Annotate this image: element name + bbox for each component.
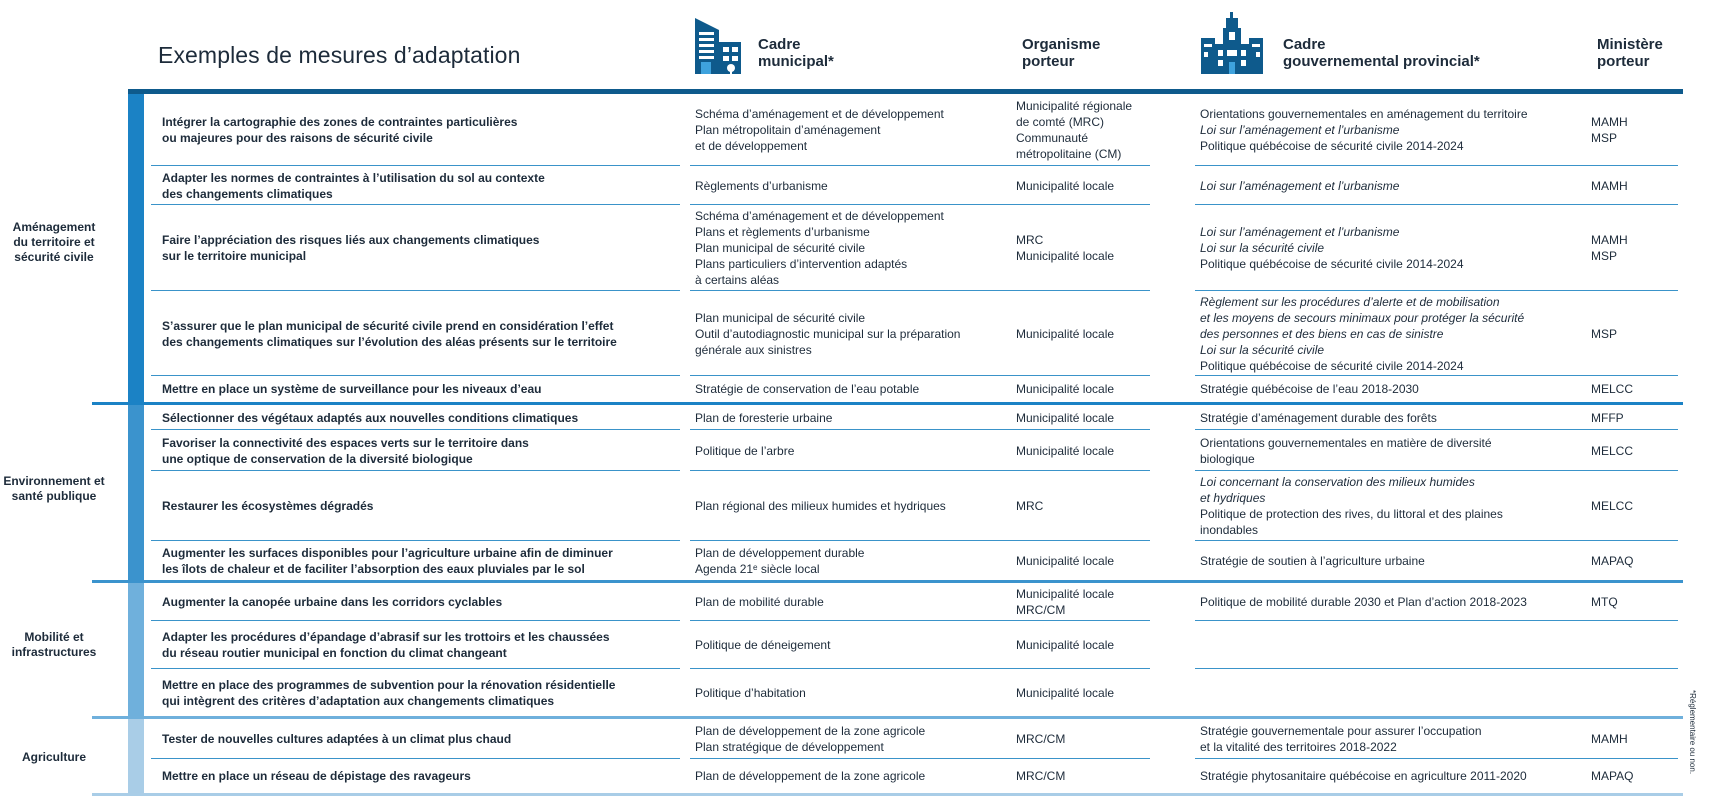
page-title: Exemples de mesures d’adaptation — [158, 42, 521, 68]
cell-organisme-porteur-line: Municipalité locale — [1016, 326, 1115, 341]
cell-cadre-municipal — [695, 669, 995, 716]
cell-cadre-provincial-line: Stratégie québécoise de l’eau 2018-2030 — [1200, 382, 1419, 396]
cell-ministere-porteur — [1591, 430, 1671, 471]
cell-ministere-porteur-line: MSP — [1591, 326, 1618, 341]
cell-cadre-municipal-line: à certains aléas — [695, 273, 780, 287]
cell-cadre-municipal — [695, 430, 995, 471]
cell-ministere-porteur-line: MELCC — [1591, 443, 1634, 458]
cell-organisme-porteur-line: MRC/CM — [1016, 732, 1066, 746]
cell-organisme-porteur — [1016, 166, 1148, 205]
cell-cadre-provincial-line: Politique québécoise de sécurité civile 2014-2024 — [1200, 257, 1464, 271]
cell-organisme-porteur-line: Municipalité locale — [1016, 443, 1115, 458]
cell-cadre-municipal — [695, 291, 995, 376]
cell-mesure-line: Tester de nouvelles cultures adaptées à un climat plus chaud — [162, 732, 512, 746]
cell-mesure-line: du réseau routier municipal en fonction du climat changeant — [162, 646, 507, 660]
cell-cadre-provincial-line: Politique québécoise de sécurité civile 2014-2024 — [1200, 358, 1464, 373]
table-row — [0, 166, 1717, 205]
cell-cadre-municipal-line: Outil d’autodiagnostic municipal sur la préparation — [695, 326, 961, 341]
cell-cadre-provincial-line: Règlement sur les procédures d’alerte et de mobilisation — [1200, 294, 1500, 309]
cell-cadre-provincial-line: Orientations gouvernementales en aménagement du territoire — [1200, 107, 1528, 121]
cell-ministere-porteur — [1591, 759, 1671, 793]
cell-mesure-line: sur le territoire municipal — [162, 249, 307, 263]
cell-cadre-provincial-line: Politique québécoise de sécurité civile 2014-2024 — [1200, 139, 1464, 153]
city-building-icon — [693, 16, 743, 76]
cell-cadre-provincial-line: et hydriques — [1200, 491, 1266, 505]
table-row — [0, 471, 1717, 541]
group-label-line: sécurité civile — [14, 250, 94, 264]
cell-cadre-municipal-line: Plan régional des milieux humides et hydriques — [695, 499, 946, 513]
cell-ministere-porteur — [1591, 205, 1671, 291]
cell-mesure — [162, 166, 672, 205]
cell-mesure-line: Augmenter les surfaces disponibles pour l’agriculture urbaine afin de diminuer — [162, 545, 613, 560]
cell-cadre-provincial-line: Stratégie d’aménagement durable des forêts — [1200, 410, 1437, 425]
cell-organisme-porteur — [1016, 94, 1148, 166]
cell-cadre-municipal-line: Agenda 21ᵉ siècle local — [695, 561, 820, 576]
table-row — [0, 405, 1717, 430]
cell-cadre-municipal-line: et de développement — [695, 139, 808, 153]
cell-mesure-line: qui intègrent des critères d’adaptation aux changements climatiques — [162, 693, 555, 708]
cell-cadre-municipal-line: Schéma d’aménagement et de développement — [695, 107, 944, 121]
cell-organisme-porteur-line: Municipalité locale — [1016, 553, 1115, 568]
cell-cadre-municipal-line: Plans particuliers d’intervention adaptés — [695, 257, 908, 271]
cell-cadre-provincial-line: Stratégie gouvernementale pour assurer l’occupation — [1200, 724, 1482, 738]
table-row — [0, 621, 1717, 669]
cell-cadre-provincial-line: Orientations gouvernementales en matière de diversité — [1200, 435, 1492, 450]
cell-cadre-provincial-line: Politique de protection des rives, du littoral et des plaines — [1200, 507, 1503, 521]
cell-cadre-provincial — [1200, 541, 1570, 580]
cell-ministere-porteur — [1591, 669, 1671, 716]
cell-ministere-porteur-line: MSP — [1591, 131, 1618, 145]
cell-cadre-provincial — [1200, 94, 1570, 166]
cell-cadre-provincial — [1200, 719, 1570, 759]
cell-mesure-line: ou majeures pour des raisons de sécurité civile — [162, 131, 433, 145]
cell-organisme-porteur-line: Municipalité locale — [1016, 178, 1115, 193]
table-row — [0, 430, 1717, 471]
cell-cadre-provincial-line: Loi sur l’aménagement et l’urbanisme — [1200, 225, 1400, 239]
cell-organisme-porteur — [1016, 719, 1148, 759]
table-row — [0, 541, 1717, 580]
cell-cadre-municipal-line: Plan métropolitain d’aménagement — [695, 123, 881, 137]
cell-ministere-porteur-line: MAMH — [1591, 732, 1628, 746]
cell-cadre-municipal — [695, 166, 995, 205]
cell-cadre-municipal-line: Politique de l’arbre — [695, 443, 795, 458]
cell-cadre-municipal-line: Plan stratégique de développement — [695, 740, 884, 754]
cell-cadre-provincial-line: et la vitalité des territoires 2018-2022 — [1200, 740, 1397, 754]
group-label-line: Agriculture — [21, 750, 86, 764]
cell-mesure — [162, 405, 672, 430]
cell-cadre-municipal-line: Stratégie de conservation de l’eau potable — [695, 382, 920, 396]
cell-organisme-porteur — [1016, 471, 1148, 541]
cell-cadre-provincial-line: Politique de mobilité durable 2030 et Plan d’action 2018-2023 — [1200, 595, 1527, 609]
group-label-line: santé publique — [11, 489, 97, 503]
cell-mesure-line: Favoriser la connectivité des espaces verts sur le territoire dans — [162, 435, 529, 450]
cell-mesure-line: Restaurer les écosystèmes dégradés — [162, 499, 374, 513]
cell-cadre-municipal — [695, 583, 995, 621]
cell-cadre-municipal-line: Plan de développement de la zone agricole — [695, 769, 926, 783]
cell-ministere-porteur-line: MAMH — [1591, 115, 1628, 129]
cell-organisme-porteur — [1016, 583, 1148, 621]
cell-organisme-porteur — [1016, 621, 1148, 669]
cell-cadre-municipal-line: Plan de mobilité durable — [695, 595, 824, 609]
cell-mesure-line: Mettre en place un système de surveillance pour les niveaux d’eau — [162, 382, 542, 396]
cell-ministere-porteur-line: MELCC — [1591, 499, 1634, 513]
cell-mesure — [162, 471, 672, 541]
cell-mesure — [162, 669, 672, 716]
cell-ministere-porteur — [1591, 166, 1671, 205]
cell-cadre-municipal — [695, 719, 995, 759]
cell-cadre-municipal-line: Politique d’habitation — [695, 685, 806, 700]
cell-mesure-line: Intégrer la cartographie des zones de contraintes particulières — [162, 115, 518, 129]
cell-organisme-porteur-line: MRC/CM — [1016, 769, 1066, 783]
cell-cadre-provincial-line: Loi sur l’aménagement et l’urbanisme — [1200, 178, 1400, 193]
cell-mesure — [162, 376, 672, 402]
table-row — [0, 205, 1717, 291]
cell-mesure-line: Mettre en place des programmes de subvention pour la rénovation résidentielle — [162, 677, 616, 692]
table-row — [0, 719, 1717, 759]
cell-cadre-municipal-line: Plan municipal de sécurité civile — [695, 310, 866, 325]
cell-ministere-porteur — [1591, 405, 1671, 430]
cell-ministere-porteur — [1591, 583, 1671, 621]
cell-cadre-municipal-line: Plan de développement de la zone agricole — [695, 724, 926, 738]
cell-mesure — [162, 205, 672, 291]
cell-cadre-municipal — [695, 405, 995, 430]
cell-ministere-porteur-line: MSP — [1591, 249, 1618, 263]
cell-mesure — [162, 541, 672, 580]
cell-organisme-porteur — [1016, 541, 1148, 580]
cell-organisme-porteur — [1016, 669, 1148, 716]
cell-mesure-line: les îlots de chaleur et de faciliter l’absorption des eaux pluviales par le sol — [162, 561, 585, 576]
cell-cadre-provincial-line: et les moyens de secours minimaux pour protéger la sécurité — [1200, 310, 1525, 325]
cell-cadre-provincial — [1200, 430, 1570, 471]
group-label-line: Aménagement — [12, 220, 96, 234]
cell-mesure — [162, 94, 672, 166]
cell-cadre-municipal-line: générale aux sinistres — [695, 342, 812, 357]
cell-organisme-porteur — [1016, 430, 1148, 471]
cell-cadre-provincial-line: des personnes et des biens en cas de sinistre — [1200, 326, 1444, 341]
cell-ministere-porteur-line: MAPAQ — [1591, 769, 1634, 783]
table-row — [0, 583, 1717, 621]
cell-cadre-provincial-line: inondables — [1200, 523, 1259, 537]
group-label-line: Environnement et — [3, 474, 105, 488]
cell-organisme-porteur-line: de comté (MRC) — [1016, 115, 1105, 129]
cell-cadre-municipal — [695, 205, 995, 291]
cell-organisme-porteur-line: Municipalité locale — [1016, 685, 1115, 700]
table-row — [0, 291, 1717, 376]
cell-mesure-line: Adapter les procédures d’épandage d’abrasif sur les trottoirs et les chaussées — [162, 630, 610, 644]
table-row — [0, 376, 1717, 402]
header-ministere-porteur: Ministère porteur — [1597, 36, 1663, 70]
cell-cadre-provincial — [1200, 166, 1570, 205]
cell-mesure — [162, 759, 672, 793]
cell-cadre-municipal — [695, 376, 995, 402]
cell-ministere-porteur — [1591, 471, 1671, 541]
cell-cadre-provincial — [1200, 621, 1570, 669]
cell-cadre-municipal — [695, 759, 995, 793]
cell-organisme-porteur-line: MRC — [1016, 499, 1044, 513]
cell-ministere-porteur — [1591, 719, 1671, 759]
table-row — [0, 94, 1717, 166]
cell-organisme-porteur-line: Communauté — [1016, 131, 1089, 145]
cell-cadre-provincial-line: Loi sur la sécurité civile — [1200, 342, 1325, 357]
cell-ministere-porteur — [1591, 621, 1671, 669]
cell-organisme-porteur-line: Municipalité locale — [1016, 382, 1115, 396]
cell-cadre-municipal — [695, 621, 995, 669]
cell-cadre-municipal-line: Plans et règlements d’urbanisme — [695, 225, 870, 239]
cell-ministere-porteur-line: MAMH — [1591, 178, 1628, 193]
cell-organisme-porteur-line: Municipalité locale — [1016, 249, 1115, 263]
group-label-line: infrastructures — [11, 645, 97, 659]
cell-mesure-line: une optique de conservation de la diversité biologique — [162, 451, 473, 466]
footnote: *Réglementaire ou non. — [1688, 690, 1697, 775]
cell-organisme-porteur-line: Municipalité régionale — [1016, 99, 1133, 113]
cell-mesure — [162, 291, 672, 376]
cell-organisme-porteur — [1016, 205, 1148, 291]
cell-ministere-porteur — [1591, 376, 1671, 402]
cell-ministere-porteur-line: MAPAQ — [1591, 553, 1634, 568]
cell-cadre-provincial — [1200, 759, 1570, 793]
cell-mesure-line: Augmenter la canopée urbaine dans les corridors cyclables — [162, 595, 503, 609]
cell-cadre-municipal — [695, 94, 995, 166]
cell-organisme-porteur-line: MRC/CM — [1016, 603, 1066, 617]
group-label-line: du territoire et — [13, 235, 95, 249]
cell-mesure — [162, 583, 672, 621]
cell-cadre-provincial — [1200, 583, 1570, 621]
cell-organisme-porteur-line: Municipalité locale — [1016, 638, 1115, 652]
cell-cadre-municipal-line: Règlements d’urbanisme — [695, 178, 828, 193]
cell-cadre-municipal-line: Plan de foresterie urbaine — [695, 410, 833, 425]
cell-ministere-porteur — [1591, 94, 1671, 166]
cell-organisme-porteur-line: Municipalité locale — [1016, 410, 1115, 425]
cell-cadre-provincial-line: Stratégie de soutien à l’agriculture urbaine — [1200, 553, 1425, 568]
parliament-building-icon — [1199, 12, 1265, 76]
cell-cadre-provincial — [1200, 376, 1570, 402]
cell-organisme-porteur — [1016, 291, 1148, 376]
table-row — [0, 669, 1717, 716]
cell-organisme-porteur-line: métropolitaine (CM) — [1016, 147, 1122, 161]
cell-organisme-porteur — [1016, 376, 1148, 402]
cell-cadre-provincial-line: biologique — [1200, 451, 1255, 466]
cell-cadre-municipal-line: Plan de développement durable — [695, 545, 865, 560]
cell-cadre-provincial — [1200, 669, 1570, 716]
group-label-line: Mobilité et — [24, 630, 84, 644]
cell-cadre-municipal — [695, 541, 995, 580]
table-bottom-bar — [92, 793, 1683, 796]
header-organisme-porteur: Organisme porteur — [1022, 36, 1101, 70]
cell-mesure-line: des changements climatiques sur l’évolution des aléas présents sur le territoire — [162, 334, 617, 349]
cell-cadre-provincial — [1200, 405, 1570, 430]
cell-mesure-line: Mettre en place un réseau de dépistage des ravageurs — [162, 769, 471, 783]
cell-mesure-line: Adapter les normes de contraintes à l’utilisation du sol au contexte — [162, 170, 545, 185]
cell-organisme-porteur — [1016, 405, 1148, 430]
cell-ministere-porteur-line: MTQ — [1591, 595, 1618, 609]
cell-ministere-porteur-line: MELCC — [1591, 382, 1634, 396]
cell-mesure — [162, 430, 672, 471]
cell-mesure-line: des changements climatiques — [162, 186, 333, 201]
cell-cadre-municipal-line: Politique de déneigement — [695, 638, 831, 652]
cell-organisme-porteur-line: Municipalité locale — [1016, 587, 1115, 601]
cell-ministere-porteur — [1591, 291, 1671, 376]
cell-cadre-provincial — [1200, 205, 1570, 291]
cell-ministere-porteur — [1591, 541, 1671, 580]
cell-cadre-provincial-line: Loi sur la sécurité civile — [1200, 241, 1325, 255]
cell-ministere-porteur-line: MAMH — [1591, 233, 1628, 247]
cell-cadre-provincial-line: Stratégie phytosanitaire québécoise en agriculture 2011-2020 — [1200, 769, 1527, 783]
cell-organisme-porteur — [1016, 759, 1148, 793]
cell-mesure-line: S’assurer que le plan municipal de sécurité civile prend en considération l’effet — [162, 318, 614, 333]
cell-organisme-porteur-line: MRC — [1016, 233, 1044, 247]
header-cadre-provincial: Cadre gouvernemental provincial* — [1283, 36, 1480, 70]
cell-cadre-provincial — [1200, 471, 1570, 541]
cell-mesure — [162, 719, 672, 759]
table-row — [0, 759, 1717, 793]
cell-cadre-municipal — [695, 471, 995, 541]
cell-cadre-municipal-line: Plan municipal de sécurité civile — [695, 241, 866, 255]
cell-mesure-line: Faire l’appréciation des risques liés aux changements climatiques — [162, 233, 540, 247]
cell-mesure — [162, 621, 672, 669]
cell-cadre-provincial-line: Loi sur l’aménagement et l’urbanisme — [1200, 123, 1400, 137]
cell-cadre-provincial-line: Loi concernant la conservation des milieux humides — [1200, 475, 1475, 489]
header-cadre-municipal: Cadre municipal* — [758, 36, 834, 70]
cell-cadre-provincial — [1200, 291, 1570, 376]
cell-cadre-municipal-line: Schéma d’aménagement et de développement — [695, 209, 944, 223]
cell-ministere-porteur-line: MFFP — [1591, 410, 1624, 425]
cell-mesure-line: Sélectionner des végétaux adaptés aux nouvelles conditions climatiques — [162, 410, 579, 425]
